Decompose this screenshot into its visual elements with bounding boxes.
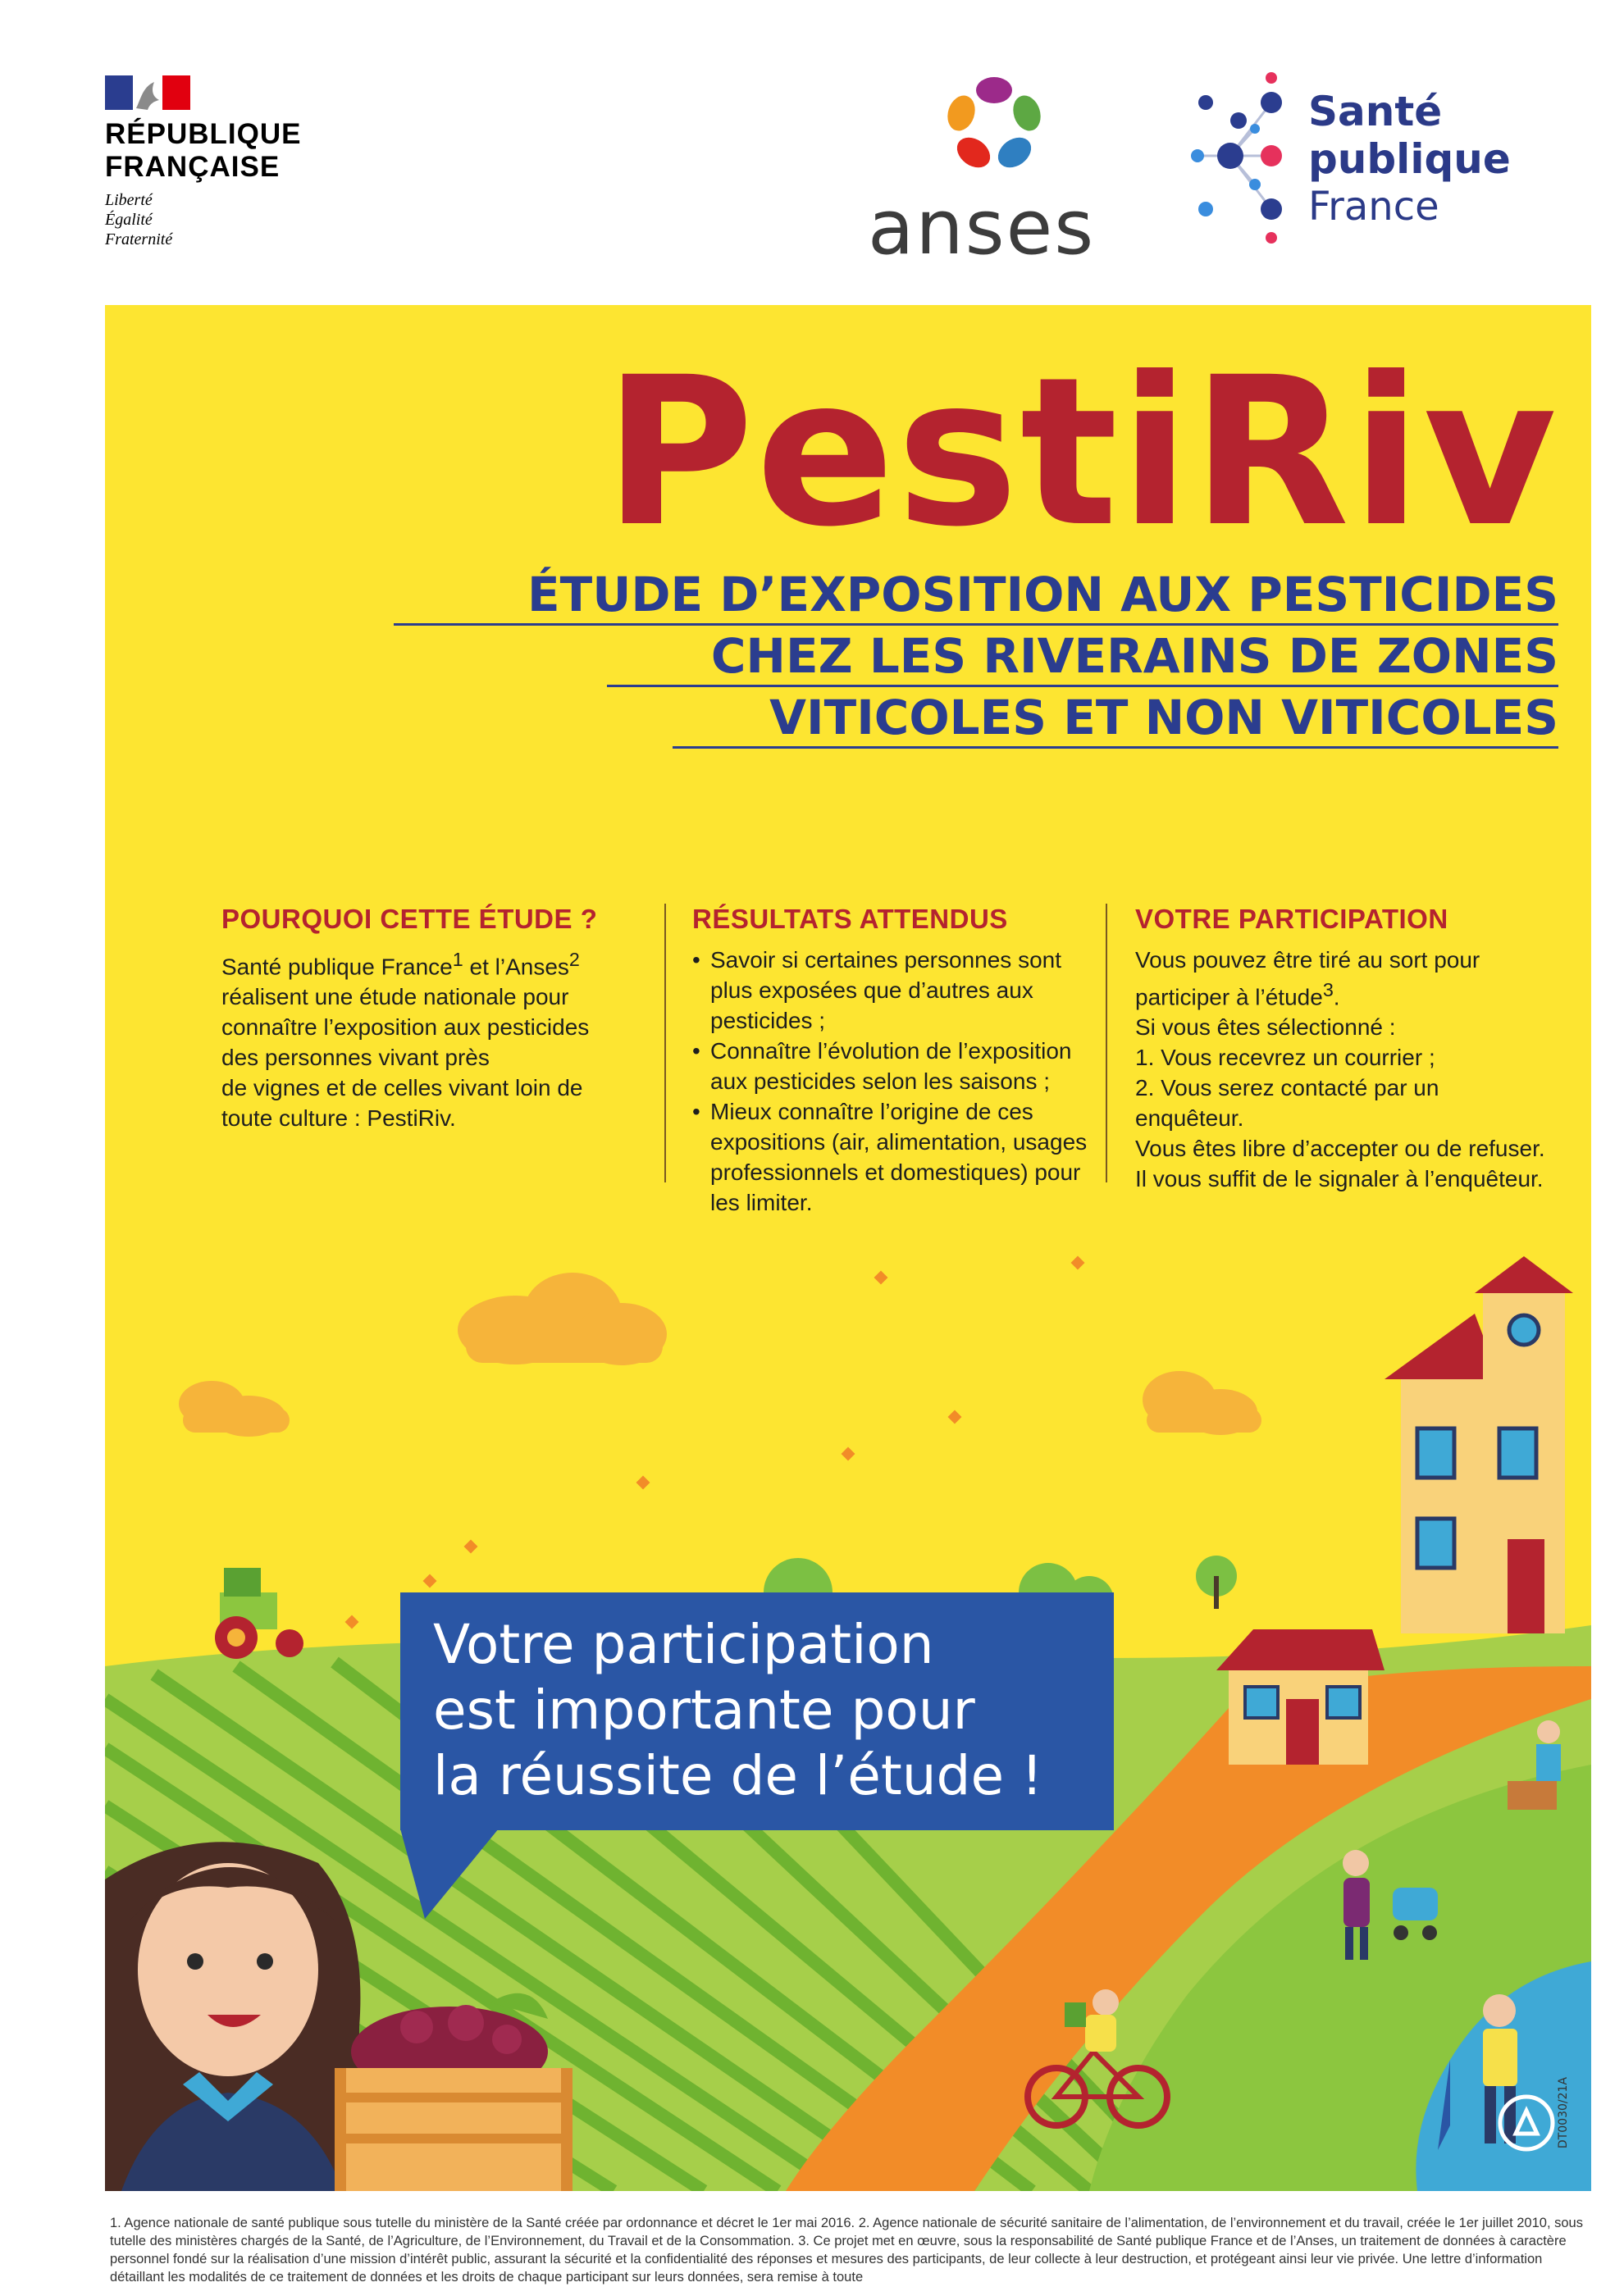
footnote-ref-3: 3: [1322, 979, 1334, 1000]
motto-liberte: Liberté: [105, 191, 153, 209]
republique-francaise-name: [105, 118, 351, 184]
woman-portrait-icon: [105, 1842, 360, 2191]
spf-molecule-icon: [1181, 70, 1304, 250]
marianne-flag-icon: [105, 75, 190, 110]
column-participation: [1106, 904, 1545, 1192]
subtitle-underline-1: [394, 623, 1558, 626]
rf-name-line2: FRANÇAISE: [105, 151, 281, 183]
anses-logo: [861, 72, 1132, 271]
motto-egalite: Égalité: [105, 211, 153, 229]
participation-text-a: Vous pouvez être tiré au sort pour participer à l’étude: [1135, 947, 1480, 1010]
republique-francaise-logo: [105, 75, 351, 249]
participation-body: [1135, 945, 1545, 1194]
participation-line-5: Il vous suffit de le signaler à l’enquêteur.: [1135, 1166, 1544, 1192]
footnote-ref-2: 2: [568, 949, 580, 970]
recycling-icon: [1498, 2094, 1555, 2152]
motto-fraternite: Fraternité: [105, 230, 173, 248]
subtitle-line-2: CHEZ LES RIVERAINS DE ZONES: [710, 628, 1558, 684]
results-item-2: • Connaître l’évolution de l’exposition aux pesticides selon les saisons ;: [710, 1036, 1102, 1096]
spf-wordmark: [1308, 88, 1511, 230]
participation-line-2: 1. Vous recevrez un courrier ;: [1135, 1045, 1435, 1071]
callout-line-1: Votre participation: [433, 1613, 934, 1676]
callout-tail-icon: [400, 1829, 499, 1919]
why-text-c: réalisent une étude nationale pour connaître l’exposition aux pesticides des personnes vivant près: [221, 984, 590, 1071]
footnotes: 1. Agence nationale de santé publique sous tutelle du ministère de la Santé créée par ordonnance et décret le 1er mai 2016. 2. Agence nationale de sécurité sanitaire de l’alimentation, de l’environnement et du travail, créée le 1er juillet 2010, sous tutelle des ministères chargés de la Santé, de l’Agriculture, de l’Environnement, du Travail et de la Consommation. 3. Ce projet met en œuvre, sous la responsabilité de Santé publique France et de l’Anses, un traitement de données à caractère personnel fondé sur la réalisation d’une mission d’intérêt public, assurant la sécurité et la confidentialité des réponses et mesures des participants, de leur collecte à leur destruction, et protégeant ainsi leur vie privée. Une lettre d’information détaillant les modalités de ce traitement de données et les droits de chaque participant sur leurs données, sera remise à toute: [110, 2216, 1583, 2285]
callout-line-3: la réussite de l’étude !: [433, 1744, 1043, 1807]
results-item-1: • Savoir si certaines personnes sont plus exposées que d’autres aux pesticides ;: [710, 945, 1102, 1036]
small-house-icon: [1216, 1629, 1385, 1765]
callout-text: [433, 1612, 1097, 1809]
column-results: [664, 904, 1102, 1215]
cloud-icon: [179, 1273, 1261, 1437]
anses-flower-icon: [861, 72, 1132, 187]
poster-title: PestiRiv: [604, 333, 1558, 572]
spf-line3: France: [1308, 184, 1439, 230]
sante-publique-france-logo: [1181, 70, 1509, 250]
results-heading: RÉSULTATS ATTENDUS: [692, 904, 1008, 934]
participation-text-b: .: [1333, 984, 1340, 1010]
anses-wordmark: anses: [868, 184, 1096, 271]
rf-name-line1: RÉPUBLIQUE: [105, 118, 302, 150]
participation-line-1: Si vous êtes sélectionné :: [1135, 1014, 1396, 1041]
poster-subtitle: [394, 567, 1558, 752]
callout-line-2: est importante pour: [433, 1679, 975, 1742]
subtitle-line-1: ÉTUDE D’EXPOSITION AUX PESTICIDES: [527, 567, 1558, 622]
subtitle-underline-3: [673, 746, 1558, 749]
spf-line1: Santé: [1308, 88, 1443, 135]
info-columns: [221, 904, 1545, 1215]
why-text-b: et l’Anses: [463, 954, 569, 980]
why-text-d: de vignes et de celles vivant loin de toute culture : PestiRiv.: [221, 1075, 583, 1132]
participation-line-3: 2. Vous serez contacté par un enquêteur.: [1135, 1075, 1439, 1132]
why-heading: POURQUOI CETTE ÉTUDE ?: [221, 904, 598, 934]
footnote-ref-1: 1: [452, 949, 463, 970]
print-reference-code: DT0030/21A: [1557, 2076, 1570, 2148]
subtitle-underline-2: [607, 685, 1558, 687]
participation-line-4: Vous êtes libre d’accepter ou de refuser.: [1135, 1136, 1545, 1162]
pestiriv-poster: [105, 305, 1591, 2191]
column-why: [221, 904, 632, 1133]
tractor-icon: [215, 1568, 303, 1659]
why-text-a: Santé publique France: [221, 954, 453, 980]
why-body: [221, 945, 632, 1133]
spf-line2: publique: [1308, 135, 1511, 183]
results-item-3: • Mieux connaître l’origine de ces expositions (air, alimentation, usages professionnels et domestiques) pour les limiter.: [710, 1096, 1102, 1218]
big-house-icon: [1385, 1256, 1573, 1633]
participation-callout: [400, 1592, 1114, 1830]
participation-heading: VOTRE PARTICIPATION: [1135, 904, 1448, 934]
republique-motto: [105, 190, 351, 249]
results-body: [692, 945, 1102, 1218]
subtitle-line-3: VITICOLES ET NON VITICOLES: [769, 690, 1558, 745]
